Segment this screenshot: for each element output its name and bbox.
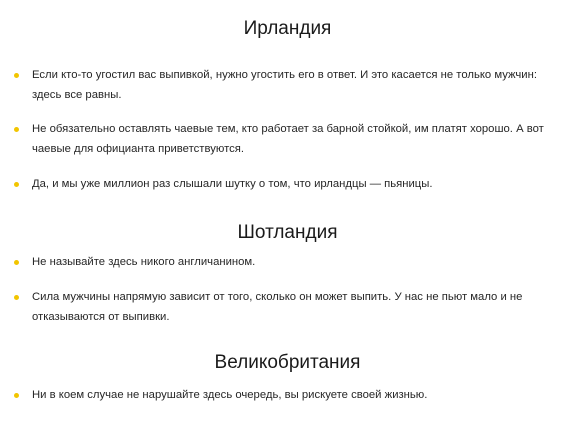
list-item-text: Не обязательно оставлять чаевые тем, кто работает за барной стойкой, им платят хорошо. А вот чаевые для официанта приветствуются. — [32, 123, 544, 155]
list-item — [14, 124, 559, 159]
list-item-text: Да, и мы уже миллион раз слышали шутку о том, что ирландцы — пьяницы. — [32, 178, 433, 190]
bullet-dot-icon — [14, 182, 19, 187]
section-title-great-britain: Великобритания — [214, 352, 361, 373]
section-title-ireland: Ирландия — [243, 18, 332, 39]
list-item — [14, 179, 559, 194]
list-item-text: Сила мужчины напрямую зависит от того, сколько он может выпить. У нас не пьют мало и не отказываются от выпивки. — [32, 291, 523, 323]
bullet-dot-icon — [14, 260, 19, 265]
bullet-dot-icon — [14, 393, 19, 398]
list-item — [14, 292, 559, 327]
list-item-text: Не называйте здесь никого англичанином. — [32, 256, 256, 268]
list-item — [14, 257, 559, 272]
section-title-scotland: Шотландия — [237, 222, 338, 243]
bullet-dot-icon — [14, 127, 19, 132]
list-item — [14, 390, 559, 405]
list-item-text: Ни в коем случае не нарушайте здесь очередь, вы рискуете своей жизнью. — [32, 389, 428, 401]
list-item-text: Если кто-то угостил вас выпивкой, нужно угостить его в ответ. И это касается не только мужчин: здесь все равны. — [32, 69, 537, 101]
bullet-dot-icon — [14, 295, 19, 300]
list-item — [14, 70, 559, 105]
bullet-dot-icon — [14, 73, 19, 78]
